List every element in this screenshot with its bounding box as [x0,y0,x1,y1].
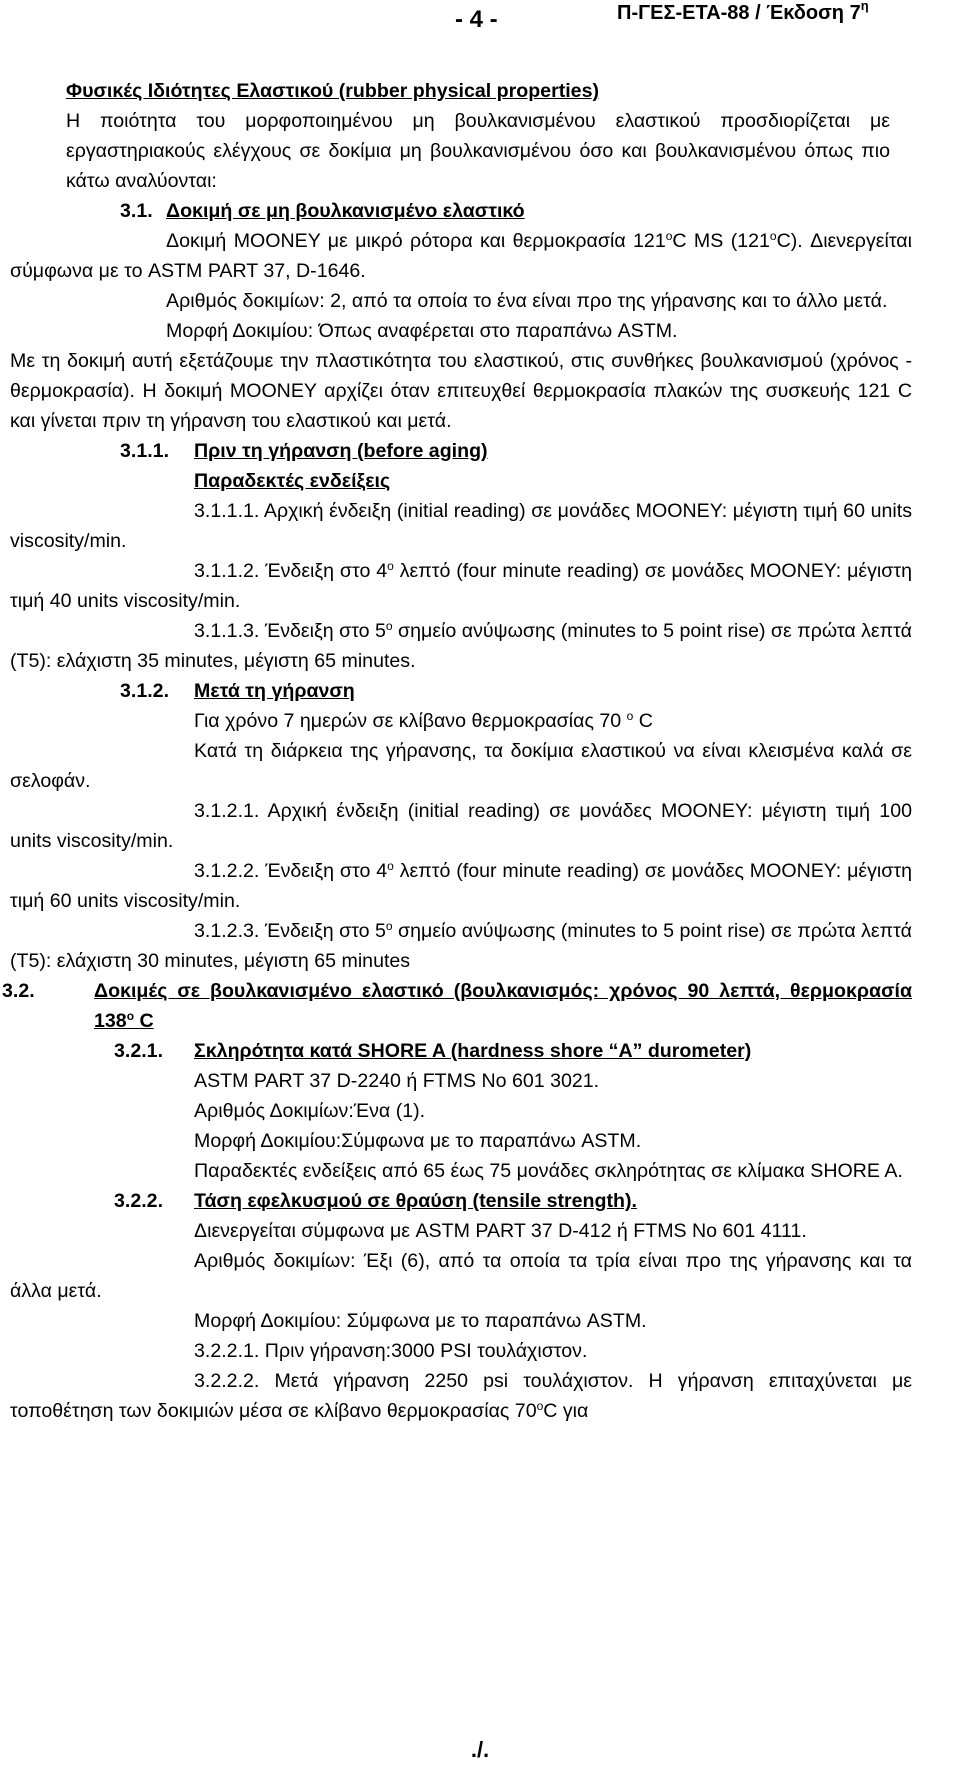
title-text: Δοκιμές σε βουλκανισμένο ελαστικό (βουλκανισμός: χρόνος 90 λεπτά, θερμοκρασία 138 [94,980,912,1032]
item-text: Αρχική ένδειξη (initial reading) σε μονάδες MOONEY: μέγιστη τιμή 60 units viscosity/min. [10,500,912,552]
section-3-1-2-heading [120,676,912,706]
item-number: 3.1.2.3. [194,920,260,942]
item-text: Ένδειξη στο 4 [265,860,388,882]
section-title: Τάση εφελκυσμού σε θραύση (tensile strength). [194,1190,637,1212]
degree-superscript: ο [126,1009,135,1023]
intro-paragraph: Η ποιότητα του μορφοποιημένου μη βουλκανισμένου ελαστικού προσδιορίζεται με εργαστηριακούς ελέγχους σε δοκίμια μη βουλκανισμένου όσο και βουλκανισμένου όπως πιο κάτω αναλύονται: [66,110,890,192]
item-text: 3.2.2.2. Μετά γήρανση 2250 psi τουλάχιστον. Η γήρανση επιταχύνεται με τοποθέτηση των δοκιμιών μέσα σε κλίβανο θερμοκρασίας 70 [10,1370,912,1422]
item-3-1-1-1 [10,496,912,556]
section-3-2-1-heading [10,1036,912,1066]
tensile-standard-paragraph: Διενεργείται σύμφωνα με ASTM PART 37 D-412 ή FTMS No 601 4111. [194,1220,807,1242]
section-3-2-heading [2,976,912,1036]
plasticity-paragraph: Με τη δοκιμή αυτή εξετάζουμε την πλαστικότητα του ελαστικού, στις συνθήκες βουλκανισμού (χρόνος - θερμοκρασία). Η δοκιμή MOONEY αρχίζει όταν επιτευχθεί θερμοκρασία πλακών της συσκευής 121 C και γίνεται πριν τη γήρανση του ελαστικού και μετά. [10,350,912,432]
section-number: 3.2. [2,980,35,1002]
degree-superscript: ο [536,1399,544,1413]
hardness-specimen-form-line: Μορφή Δοκιμίου:Σύμφωνα με το παραπάνω ASTM. [194,1130,642,1152]
title-text: C [139,1010,154,1032]
item-text: σημείο ανύψωσης (minutes to 5 point rise) σε πρώτα λεπτά (Τ5): ελάχιστη 35 minutes, μέγιστη 65 minutes. [10,620,912,672]
item-number: 3.1.1.1. [194,500,260,522]
item-text: Αρχική ένδειξη (initial reading) σε μονάδες MOONEY: μέγιστη τιμή 100 units viscosity/min. [10,800,912,852]
hardness-specimen-count-line: Αριθμός Δοκιμίων:Ένα (1). [194,1100,426,1122]
text-segment: Δοκιμή MOONEY με μικρό ρότορα και θερμοκρασία 121 [166,230,666,252]
item-text: C για [543,1400,589,1422]
text-segment: C). Διενεργείται σύμφωνα με το ASTM PART 37, D-1646. [10,230,912,282]
section-number: 3.2.2. [114,1190,164,1212]
section-number: 3.2.1. [114,1040,164,1062]
section-number: 3.1.2. [120,680,170,702]
text-segment: C MS (121 [672,230,770,252]
item-number: 3.1.1.3. [194,620,260,642]
page-header [0,2,960,36]
tensile-specimen-form-line: Μορφή Δοκιμίου: Σύμφωνα με το παραπάνω ASTM. [194,1310,647,1332]
text-segment: Για χρόνο 7 ημερών σε κλίβανο θερμοκρασίας 70 [194,710,622,732]
item-number: 3.1.1.2. [194,560,260,582]
degree-superscript: ο [626,709,634,723]
acceptable-readings-subtitle: Παραδεκτές ενδείξεις [194,470,391,492]
section-title: Πριν τη γήρανση (before aging) [194,440,488,462]
section-title: Μετά τη γήρανση [194,680,355,702]
item-text: σημείο ανύψωσης (minutes to 5 point rise) σε πρώτα λεπτά (Τ5): ελάχιστη 30 minutes, μέγιστη 65 minutes [10,920,912,972]
section-title [94,980,912,1032]
section-title: Δοκιμή σε μη βουλκανισμένο ελαστικό [166,200,525,222]
item-3-2-2-1: 3.2.2.1. Πριν γήρανση:3000 PSI τουλάχιστον. [194,1340,588,1362]
item-3-2-2-2 [10,1366,912,1426]
section-number: 3.1. [120,200,153,222]
section-3-1-1-heading [120,436,912,466]
ordinal-superscript: ο [387,559,394,573]
item-text: Ένδειξη στο 5 [264,620,386,642]
item-number: 3.1.2.2. [194,860,260,882]
page-number: - 4 - [455,6,498,33]
section-3-2-2-heading [10,1186,912,1216]
specimen-count-paragraph: Αριθμός δοκιμίων: 2, από τα οποία το ένα είναι προ της γήρανσης και το άλλο μετά. [166,290,888,312]
item-text: Ένδειξη στο 4 [265,560,388,582]
document-code [617,2,869,25]
edition-superscript: η [860,0,869,13]
aging-wrapping-paragraph: Κατά τη διάρκεια της γήρανσης, τα δοκίμια ελαστικού να είναι κλεισμένα καλά σε σελοφάν. [10,740,912,792]
ordinal-superscript: ο [385,919,393,933]
mooney-test-paragraph [10,226,912,286]
item-text: λεπτό (four minute reading) σε μονάδες MOONEY: μέγιστη τιμή 60 units viscosity/min. [10,860,912,912]
item-text: Ένδειξη στο 5 [264,920,386,942]
item-3-1-1-3 [10,616,912,676]
ordinal-superscript: ο [387,859,394,873]
section-title: Σκληρότητα κατά SHORE A (hardness shore “A” durometer) [194,1040,752,1062]
aging-duration-line [194,706,912,736]
section-3-1-heading [120,196,912,226]
item-3-1-1-2 [10,556,912,616]
item-3-1-2-3 [10,916,912,976]
section-title-physical-properties: Φυσικές Ιδιότητες Ελαστικού (rubber physical properties) [66,80,599,102]
item-3-1-2-1 [10,796,912,856]
item-text: λεπτό (four minute reading) σε μονάδες MOONEY: μέγιστη τιμή 40 units viscosity/min. [10,560,912,612]
document-code-text: Π-ΓΕΣ-ΕΤΑ-88 / Έκδοση 7 [617,2,861,24]
continuation-mark: ./. [470,1737,490,1762]
tensile-specimen-count-paragraph: Αριθμός δοκιμίων: Έξι (6), από τα οποία τα τρία είναι προ της γήρανσης και τα άλλα μετά. [10,1250,912,1302]
ordinal-superscript: ο [385,619,393,633]
degree-superscript: ο [665,229,673,243]
section-number: 3.1.1. [120,440,170,462]
item-3-1-2-2 [10,856,912,916]
specimen-form-paragraph: Μορφή Δοκιμίου: Όπως αναφέρεται στο παραπάνω ASTM. [166,320,678,342]
hardness-standard-line: ASTM PART 37 D-2240 ή FTMS No 601 3021. [194,1070,600,1092]
hardness-acceptable-paragraph: Παραδεκτές ενδείξεις από 65 έως 75 μονάδες σκληρότητας σε κλίμακα SHORE A. [194,1160,903,1182]
item-number: 3.1.2.1. [194,800,260,822]
text-segment: C [638,710,653,732]
document-body [0,76,960,1426]
degree-superscript: ο [769,229,777,243]
